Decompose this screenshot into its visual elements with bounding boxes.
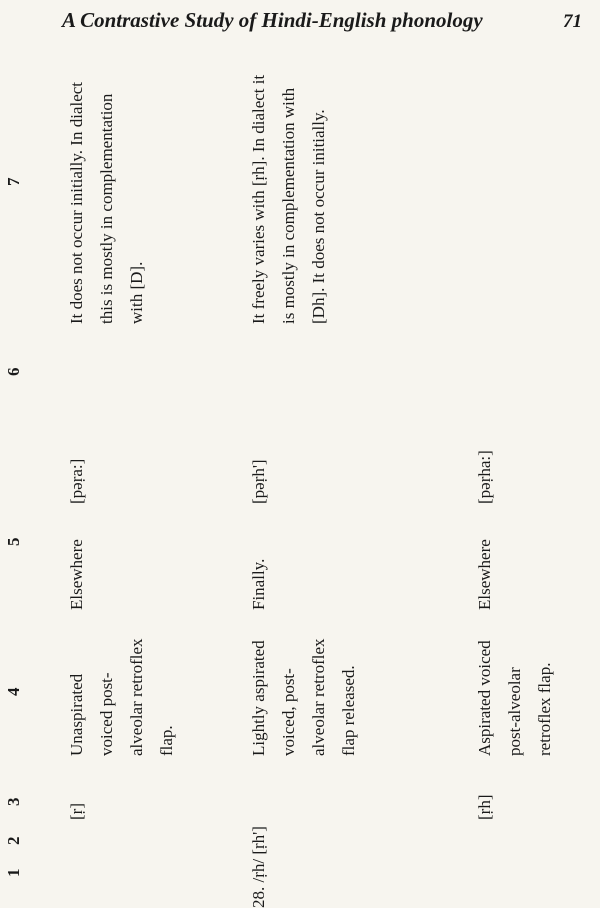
page-number: 71 — [563, 11, 582, 32]
row-3-example: [pəṛha:] — [475, 450, 494, 504]
row-1-position: Elsewhere — [67, 539, 86, 610]
column-number-4: 4 — [4, 687, 23, 696]
column-number-1: 1 — [4, 868, 23, 877]
row-1-remarks: It does not occur initially. In dialect this is mostly in complementation with [D]. — [67, 81, 146, 324]
running-head-title: A Contrastive Study of Hindi-English phonology — [62, 8, 483, 32]
row-1-example: [pəṛa:] — [67, 458, 86, 504]
row-1-description: Unaspirated voiced post-alveolar retroflex flap. — [67, 638, 176, 756]
column-number-5: 5 — [4, 537, 23, 546]
row-2-description: Lightly aspirated voiced, post-alveolar retroflex flap released. — [249, 638, 358, 756]
row-2-position: Finally. — [249, 558, 268, 610]
row-2-remarks: It freely varies with [ṛh]. In dialect it is mostly in complementation with [Dh]. It does not occur initially. — [249, 74, 328, 324]
row-3-position: Elsewhere — [475, 539, 494, 610]
row-1-symbol: [ṛ] — [67, 803, 86, 820]
running-head — [62, 8, 582, 42]
row-2-id: 28. /ṛh/ [ṛh'] — [249, 826, 268, 908]
column-number-7: 7 — [4, 177, 23, 186]
row-2-example: [pəṛh'] — [249, 459, 268, 504]
row-3-description: Aspirated voiced post-alveolar retroflex flap. — [475, 640, 554, 756]
phoneme-table — [0, 44, 600, 908]
column-number-6: 6 — [4, 367, 23, 376]
column-number-2: 2 — [4, 836, 23, 845]
column-number-3: 3 — [4, 797, 23, 806]
row-3-symbol: [ṛh] — [475, 794, 494, 820]
